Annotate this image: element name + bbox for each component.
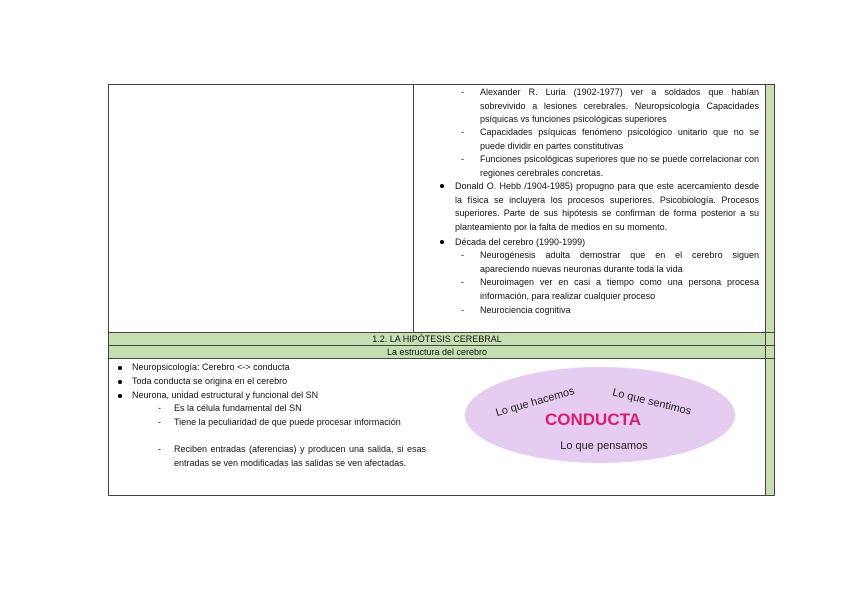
neuroimagen-item: Neuroimagen ver en casi a tiempo como una persona procesa información, para realizar cualquier proceso (480, 277, 759, 301)
bullet-dot (118, 380, 122, 384)
funciones-item: Funciones psicológicas superiores que no se puede correlacionar con regiones cerebrales concretas. (480, 154, 759, 178)
dash-marker: - (158, 444, 161, 454)
lo-que-hacemos-label: Lo que hacemos (494, 385, 576, 420)
hebb-item: Donald O. Hebb /1904-1985) propugno para que este acercamiento desde la física se incluyera los procesos superiores. Psicobiología. Procesos superiores. Parte de sus hipótesis se confirman de forma posterior a su planteamiento por la falta de medios en su momento. (455, 181, 759, 232)
dash-marker: - (461, 87, 464, 97)
neuropsicologia-item: Neuropsicología: Cerebro <-> conducta (132, 362, 290, 372)
neurogenesis-item: Neurogénesis adulta demostrar que en el cerebro siguen apareciendo nuevas neuronas durante toda la vida (480, 250, 759, 274)
bullet-dot (440, 184, 444, 188)
conducta-label: CONDUCTA (544, 410, 642, 429)
dash-marker: - (158, 417, 161, 427)
decada-item: Década del cerebro (1990-1999) (455, 237, 586, 247)
neurona-item: Neurona, unidad estructural y funcional del SN (132, 390, 319, 400)
bullet-dot (118, 394, 122, 398)
luria-item: Alexander R. Luria (1902-1977) ver a soldados que habían sobrevivido a lesiones cerebrales. Neuropsicología Capacidades psíquicas vs funciones psicológicas superiores (480, 87, 759, 125)
dash-marker: - (461, 250, 464, 260)
peculiaridad-item: Tiene la peculiaridad de que puede procesar información (174, 417, 401, 427)
capacidades-item: Capacidades psíquicas fenómeno psicológico unitario que no se puede dividir en partes constitutivas (480, 127, 759, 151)
neurociencia-item: Neurociencia cognitiva (480, 305, 571, 315)
celula-item: Es la célula fundamental del SN (174, 403, 302, 413)
lo-que-sentimos-label: Lo que sentimos (611, 386, 693, 418)
lo-que-pensamos-label: Lo que pensamos (560, 440, 648, 452)
dash-marker: - (461, 127, 464, 137)
section-title: 1.2. LA HIPÓTESIS CEREBRAL (372, 334, 502, 344)
dash-marker: - (158, 403, 161, 413)
bullet-dot (118, 366, 122, 370)
bullet-dot (440, 240, 444, 244)
conducta-diagram (460, 365, 740, 470)
dash-marker: - (461, 277, 464, 287)
dash-marker: - (461, 305, 464, 315)
dash-marker: - (461, 154, 464, 164)
entradas-item: Reciben entradas (aferencias) y producen una salida, si esas entradas se ven modificadas las salidas se ven afectadas. (174, 444, 426, 468)
conducta-origen-item: Toda conducta se origina en el cerebro (132, 376, 288, 386)
subsection-title: La estructura del cerebro (386, 347, 488, 357)
